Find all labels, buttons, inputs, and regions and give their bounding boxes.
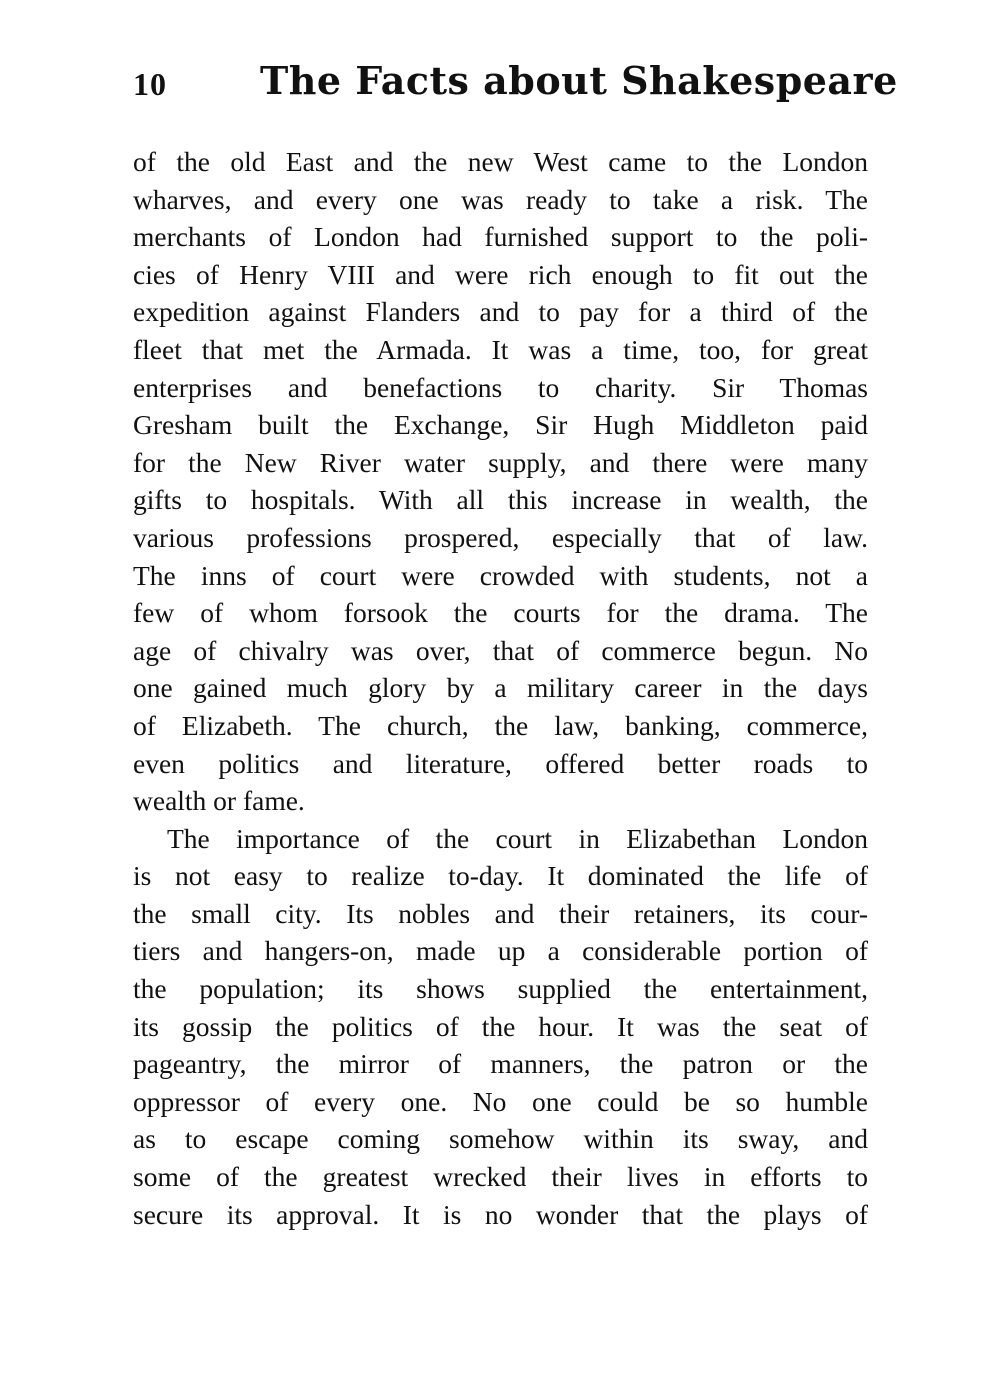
text-line: the population; its shows supplied the entertainment, <box>133 973 868 1005</box>
text-line: various professions prospered, especially that of law. <box>133 521 868 553</box>
text-line: secure its approval. It is no wonder that the plays of <box>133 1198 868 1230</box>
text-line: even politics and literature, offered better roads to <box>133 747 868 779</box>
text-line: as to escape coming somehow within its sway, and <box>133 1123 868 1155</box>
page-number: 10 <box>133 66 167 102</box>
body-text <box>133 143 868 1233</box>
text-line: its gossip the politics of the hour. It was the seat of <box>133 1010 868 1042</box>
text-line: merchants of London had furnished support to the poli- <box>133 221 868 253</box>
text-line: pageantry, the mirror of manners, the patron or the <box>133 1048 868 1080</box>
text-line: The importance of the court in Elizabethan London <box>167 822 868 854</box>
text-line: The inns of court were crowded with students, not a <box>133 559 868 591</box>
text-line: fleet that met the Armada. It was a time, too, for great <box>133 333 868 365</box>
text-line: wealth or fame. <box>133 785 305 817</box>
text-line: for the New River water supply, and there were many <box>133 446 868 478</box>
paragraph-2 <box>133 820 868 1234</box>
text-line: oppressor of every one. No one could be so humble <box>133 1085 868 1117</box>
text-line: some of the greatest wrecked their lives in efforts to <box>133 1161 868 1193</box>
text-line: Gresham built the Exchange, Sir Hugh Middleton paid <box>133 409 868 441</box>
text-line: cies of Henry VIII and were rich enough to fit out the <box>133 258 868 290</box>
text-line: expedition against Flanders and to pay for a third of the <box>133 296 868 328</box>
text-line: one gained much glory by a military career in the days <box>133 672 868 704</box>
text-line: tiers and hangers-on, made up a considerable portion of <box>133 935 868 967</box>
book-title: The Facts about Shakespeare <box>260 58 898 103</box>
text-line: is not easy to realize to-day. It dominated the life of <box>133 860 868 892</box>
text-line: few of whom forsook the courts for the drama. The <box>133 597 868 629</box>
text-line: enterprises and benefactions to charity. Sir Thomas <box>133 371 868 403</box>
text-line: wharves, and every one was ready to take a risk. The <box>133 183 868 215</box>
text-line: of the old East and the new West came to the London <box>133 146 868 177</box>
paragraph-1 <box>133 143 868 820</box>
text-line: of Elizabeth. The church, the law, banking, commerce, <box>133 709 868 741</box>
text-line: the small city. Its nobles and their retainers, its cour- <box>133 897 868 929</box>
running-head <box>133 58 898 108</box>
text-line: age of chivalry was over, that of commerce begun. No <box>133 634 868 666</box>
text-line: gifts to hospitals. With all this increase in wealth, the <box>133 484 868 516</box>
